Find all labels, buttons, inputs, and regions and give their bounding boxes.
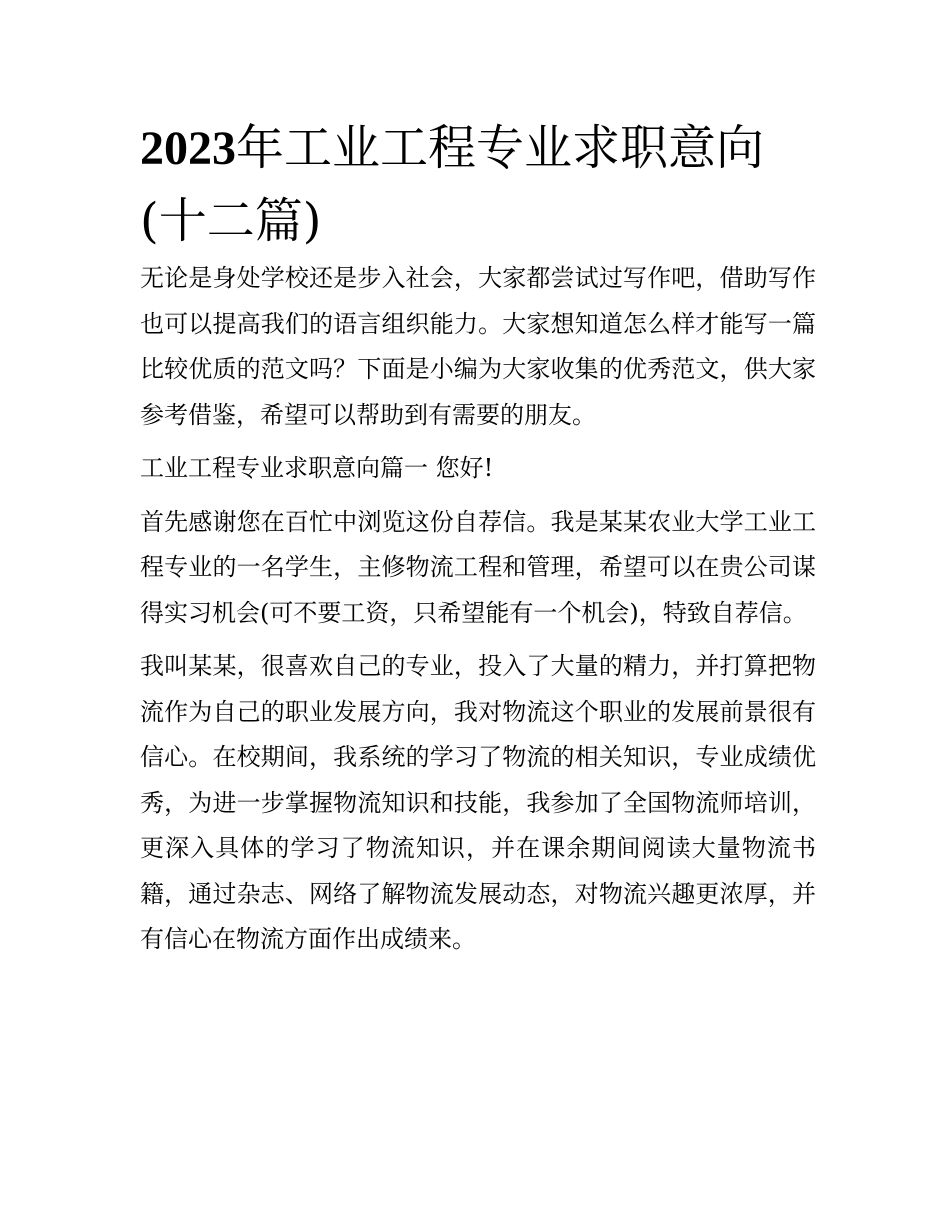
title-year: 2023 [140,122,236,175]
title-text: 年工业工程专业求职意向(十二篇) [140,120,765,249]
document-title [140,112,820,257]
document-body [140,256,816,971]
body-paragraph: 我叫某某，很喜欢自己的专业，投入了大量的精力，并打算把物流作为自己的职业发展方向，我对物流这个职业的发展前景很有信心。在校期间，我系统的学习了物流的相关知识，专业成绩优秀，为进一步掌握物流知识和技能，我参加了全国物流师培训，更深入具体的学习了物流知识，并在课余期间阅读大量物流书籍，通过杂志、网络了解物流发展动态，对物流兴趣更浓厚，并有信心在物流方面作出成绩来。 [140,652,816,953]
body-paragraph: 首先感谢您在百忙中浏览这份自荐信。我是某某农业大学工业工程专业的一名学生，主修物流工程和管理，希望可以在贵公司谋得实习机会(可不要工资，只希望能有一个机会)，特致自荐信。 [140,507,816,627]
intro-paragraph: 无论是身处学校还是步入社会，大家都尝试过写作吧，借助写作也可以提高我们的语言组织能力。大家想知道怎么样才能写一篇比较优质的范文吗？下面是小编为大家收集的优秀范文，供大家参考借鉴，希望可以帮助到有需要的朋友。 [140,264,816,429]
section-heading: 工业工程专业求职意向篇一 您好! [140,454,494,482]
